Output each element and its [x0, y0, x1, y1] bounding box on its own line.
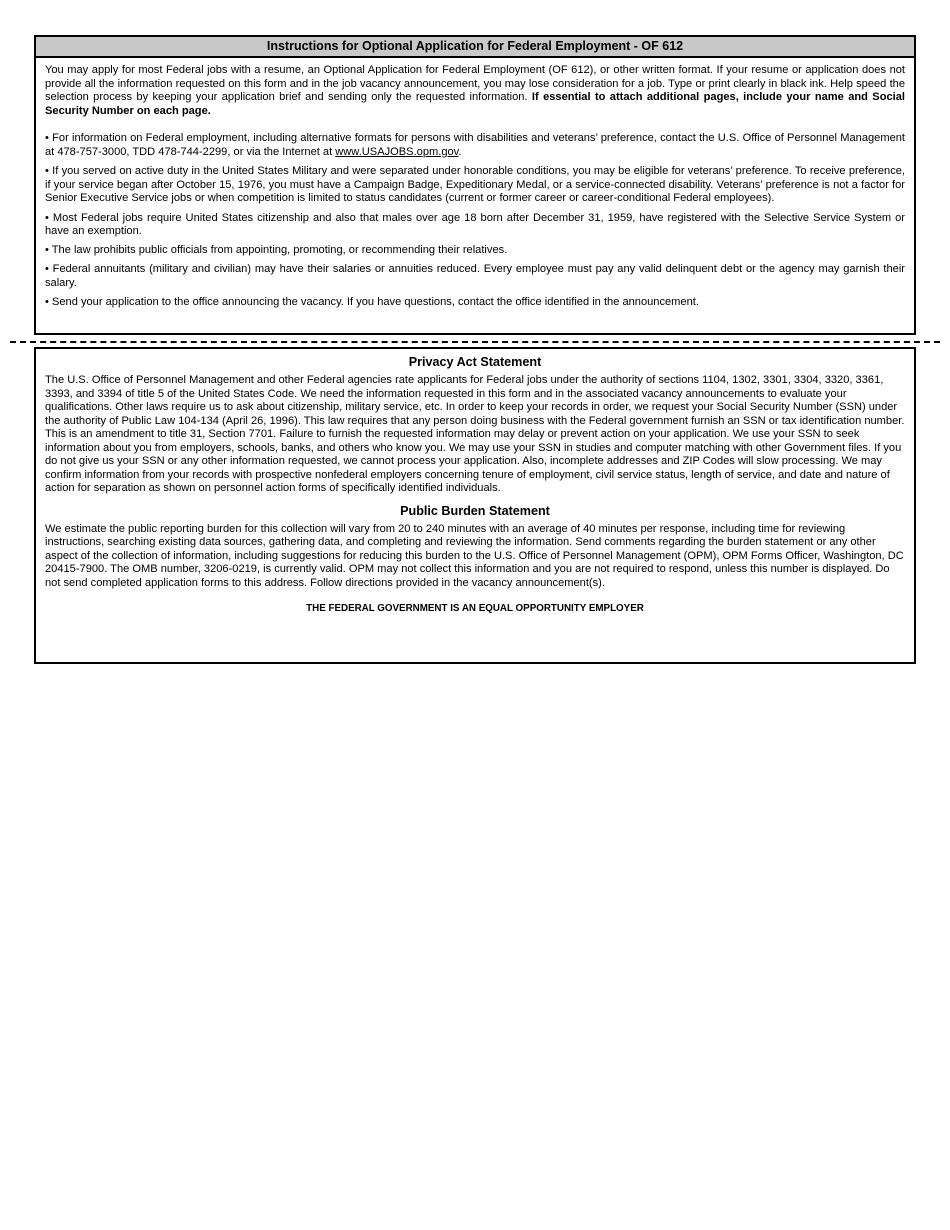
bullet-relatives-law: • The law prohibits public officials from appointing, promoting, or recommending their relatives. — [45, 243, 508, 256]
instructions-title: Instructions for Optional Application for Federal Employment - OF 612 — [36, 37, 914, 58]
privacy-act-title: Privacy Act Statement — [408, 355, 542, 369]
public-burden-title: Public Burden Statement — [400, 503, 550, 518]
bullet-annuitants: • Federal annuitants (military and civilian) may have their salaries or annuities reduced. Every employee must pay any valid delinquent debt or the agency may garnish their salary. — [45, 263, 905, 289]
bullet-send-application: • Send your application to the office announcing the vacancy. If you have questions, contact the office identified in the announcement. — [45, 296, 699, 308]
cut-line-divider — [10, 341, 940, 343]
bullet1-end: . — [458, 145, 462, 158]
instructions-section — [34, 35, 916, 335]
eeo-statement: THE FEDERAL GOVERNMENT IS AN EQUAL OPPORTUNITY EMPLOYER — [306, 603, 644, 614]
bullet-federal-info — [45, 132, 905, 159]
usajobs-link[interactable]: www.USAJOBS.opm.gov — [335, 145, 459, 158]
privacy-act-text: The U.S. Office of Personnel Management and other Federal agencies rate applicants for Federal jobs under the authority of sections 1104, 1302, 3301, 3304, 3320, 3361, 3393, and 3394 of title 5 of the United States Code. We need the information requested in this form and in the associated vacancy announcements to evaluate your qualifications. Other laws require us to ask about citizenship, military service, etc. In order to keep your records in order, we request your Social Security Number (SSN) under the authority of Public Law 104-134 (April 26, 1996). This law requires that any person doing business with the Federal government furnish an SSN or tax identification number. This is an amendment to title 31, Section 7701. Failure to furnish the requested information may delay or prevent action on your application. We use your SSN to seek information about you from employers, schools, banks, and others who know you. We may use your SSN in studies and computer matching with other Government files. If you do not give us your SSN or any other information requested, we cannot process your application. Also, incomplete addresses and ZIP Codes will slow processing. We may confirm information from your records with prospective nonfederal employers concerning tenure of employment, civil service status, length of service, and date and nature of action for separation as shown on personnel action forms of specifically identified individuals. — [45, 374, 905, 494]
intro-text: You may apply for most Federal jobs with a resume, an Optional Application for Federal Employment (OF 612), or other written format. If your resume or application does not provide all the information requested on this form and in the job vacancy announcement, you may lose consideration for a job. Type or print clearly in black ink. Help speed the selection process by keeping your application brief and sending only the requested information. — [45, 64, 905, 103]
bullet-citizenship: • Most Federal jobs require United States citizenship and also that males over age 18 born after December 31, 1959, have registered with the Selective Service System or have an exemption. — [45, 211, 905, 237]
bullet-veterans-preference: • If you served on active duty in the United States Military and were separated under honorable conditions, you may be eligible for veterans’ preference. To receive preference, if your service began after October 15, 1976, you must have a Campaign Badge, Expeditionary Medal, or a service-connected disability. Veterans’ preference is not a factor for Senior Executive Service jobs or when competition is limited to status candidates (current or former career or career-conditional Federal employees). — [45, 165, 905, 204]
instructions-body — [36, 58, 914, 310]
bullet1-text: • For information on Federal employment, including alternative formats for persons with disabilities and veterans’ preference, contact the U.S. Office of Personnel Management at 478-757-3000, TDD 478-744-2299, or via the Internet at — [45, 132, 905, 158]
public-burden-text: We estimate the public reporting burden for this collection will vary from 20 to 240 minutes with an average of 40 minutes per response, including time for reviewing instructions, searching existing data sources, gathering data, and completing and reviewing the information. Send comments regarding the burden statement or any other aspect of the collection of information, including suggestions for reducing this burden to the U.S. Office of Personnel Management (OPM), OPM Forms Officer, Washington, DC 20415-7900. The OMB number, 3206-0219, is currently valid. OPM may not collect this information and you are not required to respond, unless this number is displayed. Do not send completed application forms to this address. Follow directions provided in the vacancy announcement(s). — [45, 522, 904, 589]
instructions-intro — [45, 64, 905, 118]
intro-bold-note: If essential to attach additional pages, include your name and Social Security Number on each page. — [45, 91, 905, 117]
privacy-burden-section — [34, 347, 916, 664]
